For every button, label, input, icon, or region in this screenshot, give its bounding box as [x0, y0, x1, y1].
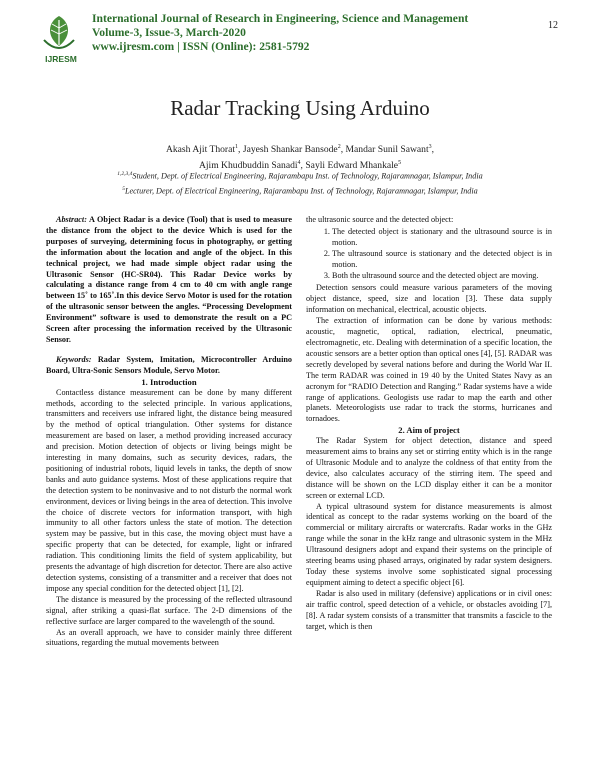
- affiliation-student: $^{1,2,3,4}$Student, Dept. of Electrical Engineering, Rajarambapu Inst. of Technology, Rajaramnagar, Islampur, India: [117, 171, 483, 181]
- paragraph: Contactless distance measurement can be done by many different methods, according to the selected principle. In various applications, transmitters and receivers use infrared light, the distance being measured by the method of optical triangulation. Other systems for distance measurement are based on laser, a method providing increased accuracy and precision. Motion detection of objects or living beings might be interesting in many domains, such as security devices, radars, the positioning of industrial robots, liquid levels in tanks, the depth of snow banks and auto guidance systems. Most of these applications require that the detection system to be noninvasive and to not disturb the normal work environment, devices or living beings in the area of detection. This involve the choice of discrete vectors for information transport, with high immunity to all other factors unless the state of motion. The detection system may be passive, but in this case, the moving object must have a specific property that can be detected, for example, light or infrared radiation. This conditioning limits the field of system applicability, but presents the advantage of high discretion for detector. There are also active detection systems, consisting of a transmitter and a receiver that does not impose any special condition for the detected object [1], [2].: [46, 387, 292, 593]
- paragraph: The extraction of information can be done by various methods: acoustic, magnetic, optical, radiation, electrical, pneumatic, electromagnetic, etc. Dealing with determination of a specific location, the acoustic sensors are a better option than optical ones [4], [5]. RADAR was secretly developed by several nations before and during the World War II. The term RADAR was coined in 19 40 by the United States Navy as an acronym for “RADIO Detection and Ranging.” Radar systems have a wide range of applications. Geologists use radar to map the earth and other planets. Meteorologists use radar to track the storms, hurricanes and tornadoes.: [306, 316, 552, 424]
- section-heading: 1. Introduction: [141, 376, 197, 387]
- paragraph: the ultrasonic source and the detected object:: [306, 215, 454, 224]
- author-name: , Mandar Sunil Sawant: [340, 144, 429, 156]
- logo-text: IJRESM: [45, 54, 77, 64]
- author-list: Akash Ajit Thorat$^1$, Jayesh Shankar Bansode$^2$, Mandar Sunil Sawant$^3$, Ajim Khudbuddin Sanadi$^4$, Sayli Edward Mhankale$^5$: [165, 144, 435, 171]
- list-item: 2. The ultrasound source is stationary and the detected object is in motion.: [332, 249, 552, 271]
- abstract: Abstract: A Object Radar is a device (Tool) that is used to measure the distance from the object to the device Which is used for the purposes of surveying, determining focus in photography, or getting the information about the location and angle of the object. In this technical project, we had made simple object radar using the Ultrasonic Sensor (HC-SR04). This Radar Device works by calculating a distance range from 4 cm to 40 cm with angle range between 15˚ to 165˚.In this device Servo Motor is used for the rotation of the ultrasonic sensor between the angles. “Processing Development Environment” software is used to demonstrate the result on a PC Screen after processing the information received by the Ultrasonic Sensor.: [46, 215, 292, 344]
- paper-title: Radar Tracking Using Arduino: [170, 96, 430, 120]
- journal-logo: [38, 12, 80, 64]
- left-column: [46, 215, 292, 649]
- journal-name: International Journal of Research in Engineering, Science and Management: [92, 12, 469, 25]
- list-item: 3. Both the ultrasound source and the detected object are moving.: [332, 271, 552, 282]
- journal-header: [92, 12, 468, 54]
- right-column: [306, 215, 552, 632]
- paragraph: A typical ultrasound system for distance measurements is almost identical as concept to the radar systems working on the board of the commercial or military aircrafts or watercrafts. Radar works in the GHz range while the sonar in the kHz range and ultrasonic system in the MHz Ultrasound designers adopt and expand their systems on the principle of steering beams using phased arrays, originated by radar system designers. Today these systems involve some sophisticated signal processing equipment aiming to detect a specific object [6].: [306, 501, 552, 587]
- list-item: 1. The detected object is stationary and the ultrasound source is in motion.: [332, 227, 552, 249]
- paragraph: Detection sensors could measure various parameters of the moving object distance, speed, size and location [3]. These data supply information on mechanical, electrical, acoustic objects.: [306, 283, 552, 315]
- author-name: , Jayesh Shankar Bansode: [238, 144, 338, 156]
- affiliations: [0, 168, 600, 197]
- volume-line: Volume-3, Issue-3, March-2020: [92, 26, 246, 39]
- author-name: Akash Ajit Thorat: [165, 144, 236, 156]
- author-name: , Sayli Edward Mhankale: [300, 159, 399, 171]
- section-heading: 2. Aim of project: [398, 425, 460, 436]
- page-number: 12: [548, 20, 558, 31]
- paragraph: The distance is measured by the processing of the reflected ultrasound signal, after striking a quasi-flat surface. The 2-D dimensions of the reflective surface are larger compared to the wavelength of the sound.: [46, 594, 292, 626]
- paragraph: As an overall approach, we have to consider mainly three different situations, regarding the mutual movements between: [46, 627, 292, 648]
- keywords: Keywords: Radar System, Imitation, Microcontroller Arduino Board, Ultra-Sonic Sensors Module, Servo Motor.: [46, 354, 292, 375]
- paragraph: The Radar System for object detection, distance and speed measurement aims to brains any set or stirring entity which is in the range of Ultrasonic Module and to analyze the coldness of that entity from the device, also calculates accuracy of the stirring item. The speed and distance will be shown on the LCD display either it can be a monitor screen or external LCD.: [306, 436, 552, 500]
- paragraph: Radar is also used in military (defensive) applications or in civil ones: air traffic control, speed detection of a vehicle, or obstacles avoiding [7], [8]. A radar system consists of a transmitter that transmits a fascicle to the target, which is then: [306, 588, 552, 631]
- affiliation-lecturer: $^5$Lecturer, Dept. of Electrical Engineering, Rajarambapu Inst. of Technology, Rajaramnagar, Islampur, India: [122, 185, 478, 196]
- web-line: www.ijresm.com | ISSN (Online): 2581-5792: [92, 40, 310, 53]
- numbered-list: [306, 227, 552, 282]
- author-name: Ajim Khudbuddin Sanadi: [198, 159, 298, 171]
